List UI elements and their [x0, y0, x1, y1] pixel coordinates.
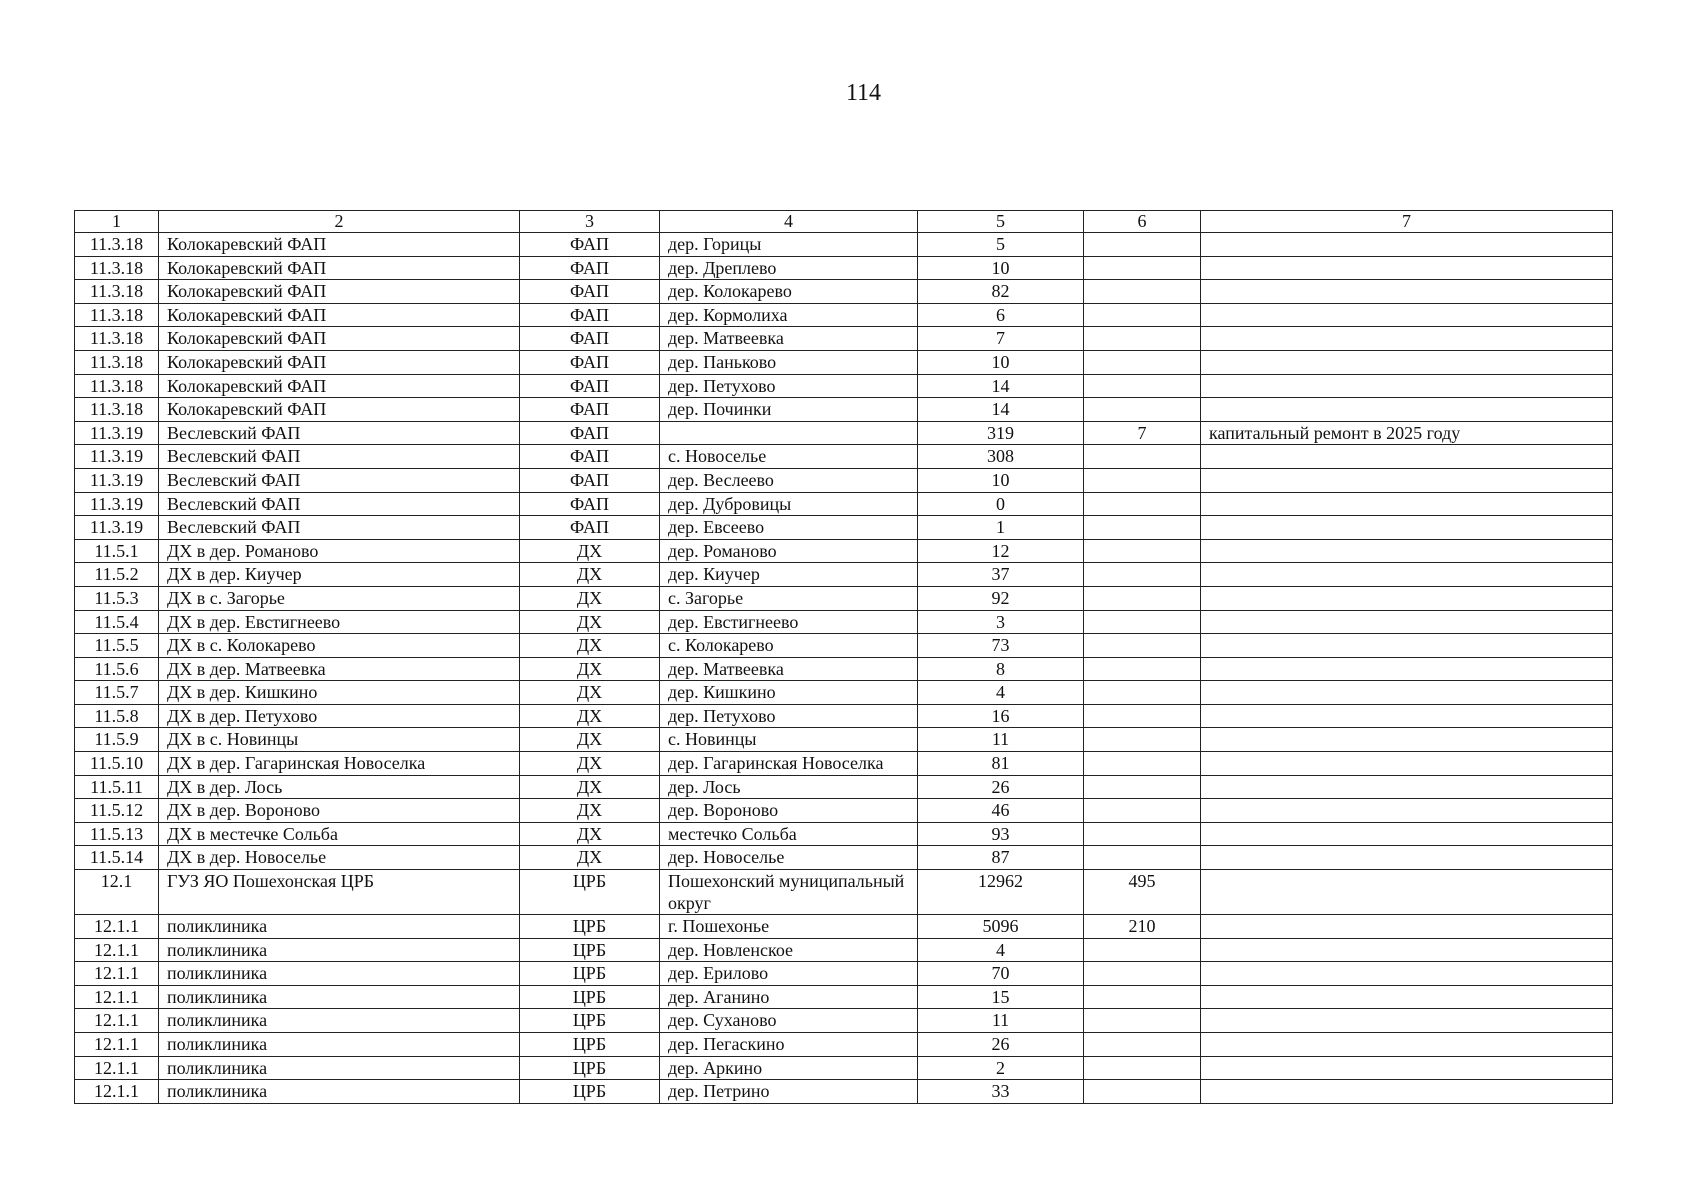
settlement-cell: дер. Киучер [660, 563, 918, 587]
count-cell [1084, 492, 1201, 516]
facility-type-cell: ДХ [520, 846, 660, 870]
note-cell [1201, 634, 1613, 658]
population-cell: 70 [918, 962, 1084, 986]
facility-name-cell: ДХ в дер. Петухово [159, 704, 520, 728]
facility-name-cell: Веслевский ФАП [159, 492, 520, 516]
note-cell [1201, 516, 1613, 540]
row-number-cell: 12.1.1 [75, 1080, 159, 1104]
row-number-cell: 11.3.18 [75, 350, 159, 374]
count-cell [1084, 516, 1201, 540]
table-row [75, 233, 1613, 257]
note-cell [1201, 962, 1613, 986]
facility-name-cell: ДХ в дер. Кишкино [159, 681, 520, 705]
count-cell [1084, 398, 1201, 422]
facility-type-cell: ФАП [520, 256, 660, 280]
population-cell: 82 [918, 280, 1084, 304]
count-cell [1084, 985, 1201, 1009]
registry-table [74, 210, 1613, 1104]
row-number-cell: 12.1.1 [75, 938, 159, 962]
note-cell [1201, 985, 1613, 1009]
note-cell [1201, 775, 1613, 799]
population-cell: 92 [918, 586, 1084, 610]
row-number-cell: 11.3.18 [75, 398, 159, 422]
count-cell [1084, 1080, 1201, 1104]
row-number-cell: 12.1.1 [75, 1033, 159, 1057]
table-row [75, 962, 1613, 986]
population-cell: 3 [918, 610, 1084, 634]
population-cell: 10 [918, 468, 1084, 492]
settlement-cell: дер. Починки [660, 398, 918, 422]
table-row [75, 468, 1613, 492]
facility-type-cell: ФАП [520, 398, 660, 422]
facility-type-cell: ФАП [520, 303, 660, 327]
settlement-cell: дер. Новленское [660, 938, 918, 962]
note-cell [1201, 468, 1613, 492]
settlement-cell: с. Колокарево [660, 634, 918, 658]
table-row [75, 327, 1613, 351]
row-number-cell: 11.5.3 [75, 586, 159, 610]
settlement-cell: дер. Аркино [660, 1056, 918, 1080]
row-number-cell: 11.5.1 [75, 539, 159, 563]
note-cell [1201, 563, 1613, 587]
column-header: 3 [520, 211, 660, 233]
facility-name-cell: Веслевский ФАП [159, 421, 520, 445]
population-cell: 26 [918, 1033, 1084, 1057]
row-number-cell: 11.5.10 [75, 752, 159, 776]
settlement-cell: дер. Матвеевка [660, 657, 918, 681]
facility-type-cell: ДХ [520, 610, 660, 634]
note-cell [1201, 350, 1613, 374]
population-cell: 12962 [918, 870, 1084, 915]
population-cell: 33 [918, 1080, 1084, 1104]
row-number-cell: 11.5.2 [75, 563, 159, 587]
row-number-cell: 11.5.12 [75, 799, 159, 823]
row-number-cell: 11.3.19 [75, 445, 159, 469]
population-cell: 87 [918, 846, 1084, 870]
note-cell: капитальный ремонт в 2025 году [1201, 421, 1613, 445]
table-row [75, 350, 1613, 374]
table-row [75, 303, 1613, 327]
note-cell [1201, 610, 1613, 634]
note-cell [1201, 846, 1613, 870]
facility-type-cell: ДХ [520, 704, 660, 728]
count-cell [1084, 233, 1201, 257]
count-cell [1084, 938, 1201, 962]
population-cell: 5 [918, 233, 1084, 257]
facility-type-cell: ЦРБ [520, 870, 660, 915]
count-cell [1084, 657, 1201, 681]
table-row [75, 657, 1613, 681]
note-cell [1201, 1009, 1613, 1033]
facility-type-cell: ФАП [520, 421, 660, 445]
table-row [75, 539, 1613, 563]
column-header: 1 [75, 211, 159, 233]
table-row [75, 1033, 1613, 1057]
facility-name-cell: ДХ в дер. Гагаринская Новоселка [159, 752, 520, 776]
settlement-cell: с. Загорье [660, 586, 918, 610]
population-cell: 15 [918, 985, 1084, 1009]
population-cell: 319 [918, 421, 1084, 445]
row-number-cell: 12.1 [75, 870, 159, 915]
facility-name-cell: поликлиника [159, 962, 520, 986]
facility-name-cell: Колокаревский ФАП [159, 303, 520, 327]
count-cell [1084, 539, 1201, 563]
count-cell [1084, 799, 1201, 823]
row-number-cell: 11.5.6 [75, 657, 159, 681]
count-cell [1084, 374, 1201, 398]
facility-type-cell: ФАП [520, 468, 660, 492]
facility-name-cell: поликлиника [159, 938, 520, 962]
note-cell [1201, 870, 1613, 915]
count-cell [1084, 280, 1201, 304]
facility-name-cell: поликлиника [159, 985, 520, 1009]
facility-name-cell: Колокаревский ФАП [159, 398, 520, 422]
table-row [75, 915, 1613, 939]
settlement-cell: дер. Аганино [660, 985, 918, 1009]
population-cell: 8 [918, 657, 1084, 681]
settlement-cell: дер. Суханово [660, 1009, 918, 1033]
note-cell [1201, 492, 1613, 516]
row-number-cell: 11.3.18 [75, 256, 159, 280]
population-cell: 81 [918, 752, 1084, 776]
population-cell: 308 [918, 445, 1084, 469]
table-row [75, 280, 1613, 304]
settlement-cell: дер. Матвеевка [660, 327, 918, 351]
row-number-cell: 11.5.4 [75, 610, 159, 634]
count-cell [1084, 681, 1201, 705]
table-row [75, 516, 1613, 540]
facility-name-cell: ДХ в с. Загорье [159, 586, 520, 610]
row-number-cell: 11.3.19 [75, 421, 159, 445]
settlement-cell: дер. Петухово [660, 704, 918, 728]
table-row [75, 374, 1613, 398]
facility-name-cell: ДХ в местечке Сольба [159, 822, 520, 846]
facility-name-cell: ДХ в дер. Евстигнеево [159, 610, 520, 634]
column-header: 2 [159, 211, 520, 233]
note-cell [1201, 799, 1613, 823]
settlement-cell: дер. Гагаринская Новоселка [660, 752, 918, 776]
facility-type-cell: ДХ [520, 681, 660, 705]
row-number-cell: 11.5.8 [75, 704, 159, 728]
population-cell: 10 [918, 256, 1084, 280]
note-cell [1201, 1056, 1613, 1080]
count-cell [1084, 468, 1201, 492]
table-row [75, 985, 1613, 1009]
row-number-cell: 11.3.18 [75, 233, 159, 257]
count-cell [1084, 728, 1201, 752]
settlement-cell: дер. Ерилово [660, 962, 918, 986]
column-header: 4 [660, 211, 918, 233]
row-number-cell: 11.5.7 [75, 681, 159, 705]
count-cell [1084, 563, 1201, 587]
facility-name-cell: ДХ в дер. Романово [159, 539, 520, 563]
facility-type-cell: ФАП [520, 374, 660, 398]
note-cell [1201, 657, 1613, 681]
note-cell [1201, 256, 1613, 280]
count-cell [1084, 752, 1201, 776]
note-cell [1201, 303, 1613, 327]
row-number-cell: 11.3.19 [75, 468, 159, 492]
note-cell [1201, 374, 1613, 398]
settlement-cell: дер. Петухово [660, 374, 918, 398]
facility-name-cell: поликлиника [159, 1009, 520, 1033]
column-header: 5 [918, 211, 1084, 233]
note-cell [1201, 938, 1613, 962]
row-number-cell: 11.5.13 [75, 822, 159, 846]
facility-name-cell: Веслевский ФАП [159, 516, 520, 540]
count-cell [1084, 1056, 1201, 1080]
settlement-cell: дер. Горицы [660, 233, 918, 257]
population-cell: 6 [918, 303, 1084, 327]
facility-type-cell: ЦРБ [520, 962, 660, 986]
row-number-cell: 11.3.19 [75, 516, 159, 540]
population-cell: 11 [918, 1009, 1084, 1033]
population-cell: 73 [918, 634, 1084, 658]
facility-type-cell: ФАП [520, 445, 660, 469]
facility-type-cell: ДХ [520, 728, 660, 752]
count-cell [1084, 327, 1201, 351]
row-number-cell: 12.1.1 [75, 915, 159, 939]
population-cell: 1 [918, 516, 1084, 540]
table-body [75, 211, 1613, 1104]
page-number: 114 [845, 80, 882, 106]
row-number-cell: 12.1.1 [75, 962, 159, 986]
facility-name-cell: поликлиника [159, 1033, 520, 1057]
facility-type-cell: ФАП [520, 327, 660, 351]
facility-name-cell: ДХ в дер. Киучер [159, 563, 520, 587]
note-cell [1201, 1080, 1613, 1104]
table-row [75, 492, 1613, 516]
note-cell [1201, 586, 1613, 610]
table-row [75, 775, 1613, 799]
facility-type-cell: ДХ [520, 586, 660, 610]
facility-type-cell: ФАП [520, 492, 660, 516]
note-cell [1201, 445, 1613, 469]
count-cell: 495 [1084, 870, 1201, 915]
count-cell [1084, 634, 1201, 658]
settlement-cell: дер. Пегаскино [660, 1033, 918, 1057]
population-cell: 37 [918, 563, 1084, 587]
count-cell [1084, 256, 1201, 280]
facility-name-cell: Веслевский ФАП [159, 445, 520, 469]
table-row [75, 1009, 1613, 1033]
settlement-cell: дер. Колокарево [660, 280, 918, 304]
facility-name-cell: Колокаревский ФАП [159, 280, 520, 304]
settlement-cell: дер. Кишкино [660, 681, 918, 705]
facility-name-cell: Колокаревский ФАП [159, 350, 520, 374]
facility-type-cell: ЦРБ [520, 1033, 660, 1057]
count-cell [1084, 445, 1201, 469]
facility-type-cell: ЦРБ [520, 985, 660, 1009]
count-cell [1084, 610, 1201, 634]
population-cell: 16 [918, 704, 1084, 728]
population-cell: 10 [918, 350, 1084, 374]
population-cell: 93 [918, 822, 1084, 846]
population-cell: 7 [918, 327, 1084, 351]
settlement-cell: дер. Петрино [660, 1080, 918, 1104]
settlement-cell: Пошехонский муниципальный округ [660, 870, 918, 915]
population-cell: 46 [918, 799, 1084, 823]
row-number-cell: 11.3.18 [75, 327, 159, 351]
facility-name-cell: поликлиника [159, 915, 520, 939]
count-cell [1084, 350, 1201, 374]
table-row [75, 1080, 1613, 1104]
population-cell: 12 [918, 539, 1084, 563]
count-cell [1084, 822, 1201, 846]
settlement-cell: дер. Вороново [660, 799, 918, 823]
row-number-cell: 11.5.14 [75, 846, 159, 870]
settlement-cell: дер. Дубровицы [660, 492, 918, 516]
row-number-cell: 11.3.18 [75, 280, 159, 304]
column-header: 7 [1201, 211, 1613, 233]
facility-name-cell: поликлиника [159, 1056, 520, 1080]
note-cell [1201, 752, 1613, 776]
settlement-cell: местечко Сольба [660, 822, 918, 846]
settlement-cell: дер. Евстигнеево [660, 610, 918, 634]
facility-type-cell: ЦРБ [520, 1080, 660, 1104]
settlement-cell: г. Пошехонье [660, 915, 918, 939]
table-row [75, 634, 1613, 658]
settlement-cell: дер. Евсеево [660, 516, 918, 540]
row-number-cell: 11.3.18 [75, 303, 159, 327]
note-cell [1201, 233, 1613, 257]
settlement-cell [660, 421, 918, 445]
row-number-cell: 11.5.11 [75, 775, 159, 799]
settlement-cell: дер. Дреплево [660, 256, 918, 280]
population-cell: 14 [918, 398, 1084, 422]
count-cell [1084, 303, 1201, 327]
facility-type-cell: ДХ [520, 563, 660, 587]
settlement-cell: дер. Лось [660, 775, 918, 799]
facility-name-cell: Колокаревский ФАП [159, 327, 520, 351]
facility-name-cell: Колокаревский ФАП [159, 374, 520, 398]
facility-type-cell: ЦРБ [520, 1056, 660, 1080]
population-cell: 26 [918, 775, 1084, 799]
facility-name-cell: ДХ в с. Колокарево [159, 634, 520, 658]
header-row [75, 211, 1613, 233]
facility-type-cell: ФАП [520, 233, 660, 257]
population-cell: 11 [918, 728, 1084, 752]
table-row [75, 846, 1613, 870]
population-cell: 2 [918, 1056, 1084, 1080]
table-row [75, 938, 1613, 962]
facility-name-cell: ГУЗ ЯО Пошехонская ЦРБ [159, 870, 520, 915]
facility-type-cell: ДХ [520, 822, 660, 846]
table-row [75, 704, 1613, 728]
facility-type-cell: ФАП [520, 280, 660, 304]
settlement-cell: дер. Романово [660, 539, 918, 563]
note-cell [1201, 539, 1613, 563]
note-cell [1201, 915, 1613, 939]
population-cell: 14 [918, 374, 1084, 398]
count-cell [1084, 1033, 1201, 1057]
table-row [75, 799, 1613, 823]
count-cell: 7 [1084, 421, 1201, 445]
note-cell [1201, 681, 1613, 705]
row-number-cell: 11.5.9 [75, 728, 159, 752]
table-row [75, 870, 1613, 915]
facility-type-cell: ДХ [520, 752, 660, 776]
row-number-cell: 12.1.1 [75, 1009, 159, 1033]
settlement-cell: дер. Кормолиха [660, 303, 918, 327]
row-number-cell: 12.1.1 [75, 985, 159, 1009]
facility-type-cell: ЦРБ [520, 915, 660, 939]
facility-type-cell: ФАП [520, 350, 660, 374]
table-row [75, 586, 1613, 610]
facility-name-cell: ДХ в с. Новинцы [159, 728, 520, 752]
count-cell [1084, 586, 1201, 610]
facility-type-cell: ДХ [520, 657, 660, 681]
facility-name-cell: Веслевский ФАП [159, 468, 520, 492]
table-row [75, 681, 1613, 705]
table-row [75, 256, 1613, 280]
note-cell [1201, 398, 1613, 422]
settlement-cell: дер. Веслеево [660, 468, 918, 492]
facility-name-cell: Колокаревский ФАП [159, 256, 520, 280]
row-number-cell: 11.3.19 [75, 492, 159, 516]
note-cell [1201, 704, 1613, 728]
population-cell: 5096 [918, 915, 1084, 939]
row-number-cell: 11.3.18 [75, 374, 159, 398]
table-row [75, 563, 1613, 587]
table-row [75, 752, 1613, 776]
count-cell [1084, 846, 1201, 870]
note-cell [1201, 280, 1613, 304]
table-row [75, 1056, 1613, 1080]
settlement-cell: с. Новоселье [660, 445, 918, 469]
facility-name-cell: поликлиника [159, 1080, 520, 1104]
population-cell: 4 [918, 681, 1084, 705]
facility-name-cell: ДХ в дер. Лось [159, 775, 520, 799]
facility-type-cell: ДХ [520, 775, 660, 799]
count-cell [1084, 704, 1201, 728]
settlement-cell: с. Новинцы [660, 728, 918, 752]
facility-type-cell: ФАП [520, 516, 660, 540]
settlement-cell: дер. Паньково [660, 350, 918, 374]
population-cell: 4 [918, 938, 1084, 962]
table-row [75, 610, 1613, 634]
note-cell [1201, 1033, 1613, 1057]
row-number-cell: 12.1.1 [75, 1056, 159, 1080]
table-row [75, 421, 1613, 445]
facility-name-cell: ДХ в дер. Матвеевка [159, 657, 520, 681]
note-cell [1201, 822, 1613, 846]
facility-name-cell: Колокаревский ФАП [159, 233, 520, 257]
note-cell [1201, 728, 1613, 752]
facility-name-cell: ДХ в дер. Новоселье [159, 846, 520, 870]
facility-type-cell: ЦРБ [520, 1009, 660, 1033]
count-cell [1084, 962, 1201, 986]
facility-type-cell: ДХ [520, 799, 660, 823]
table-row [75, 822, 1613, 846]
facility-type-cell: ЦРБ [520, 938, 660, 962]
facility-name-cell: ДХ в дер. Вороново [159, 799, 520, 823]
column-header: 6 [1084, 211, 1201, 233]
count-cell: 210 [1084, 915, 1201, 939]
note-cell [1201, 327, 1613, 351]
table-row [75, 398, 1613, 422]
settlement-cell: дер. Новоселье [660, 846, 918, 870]
facility-type-cell: ДХ [520, 539, 660, 563]
population-cell: 0 [918, 492, 1084, 516]
count-cell [1084, 775, 1201, 799]
facility-type-cell: ДХ [520, 634, 660, 658]
table-row [75, 728, 1613, 752]
count-cell [1084, 1009, 1201, 1033]
row-number-cell: 11.5.5 [75, 634, 159, 658]
table-row [75, 445, 1613, 469]
